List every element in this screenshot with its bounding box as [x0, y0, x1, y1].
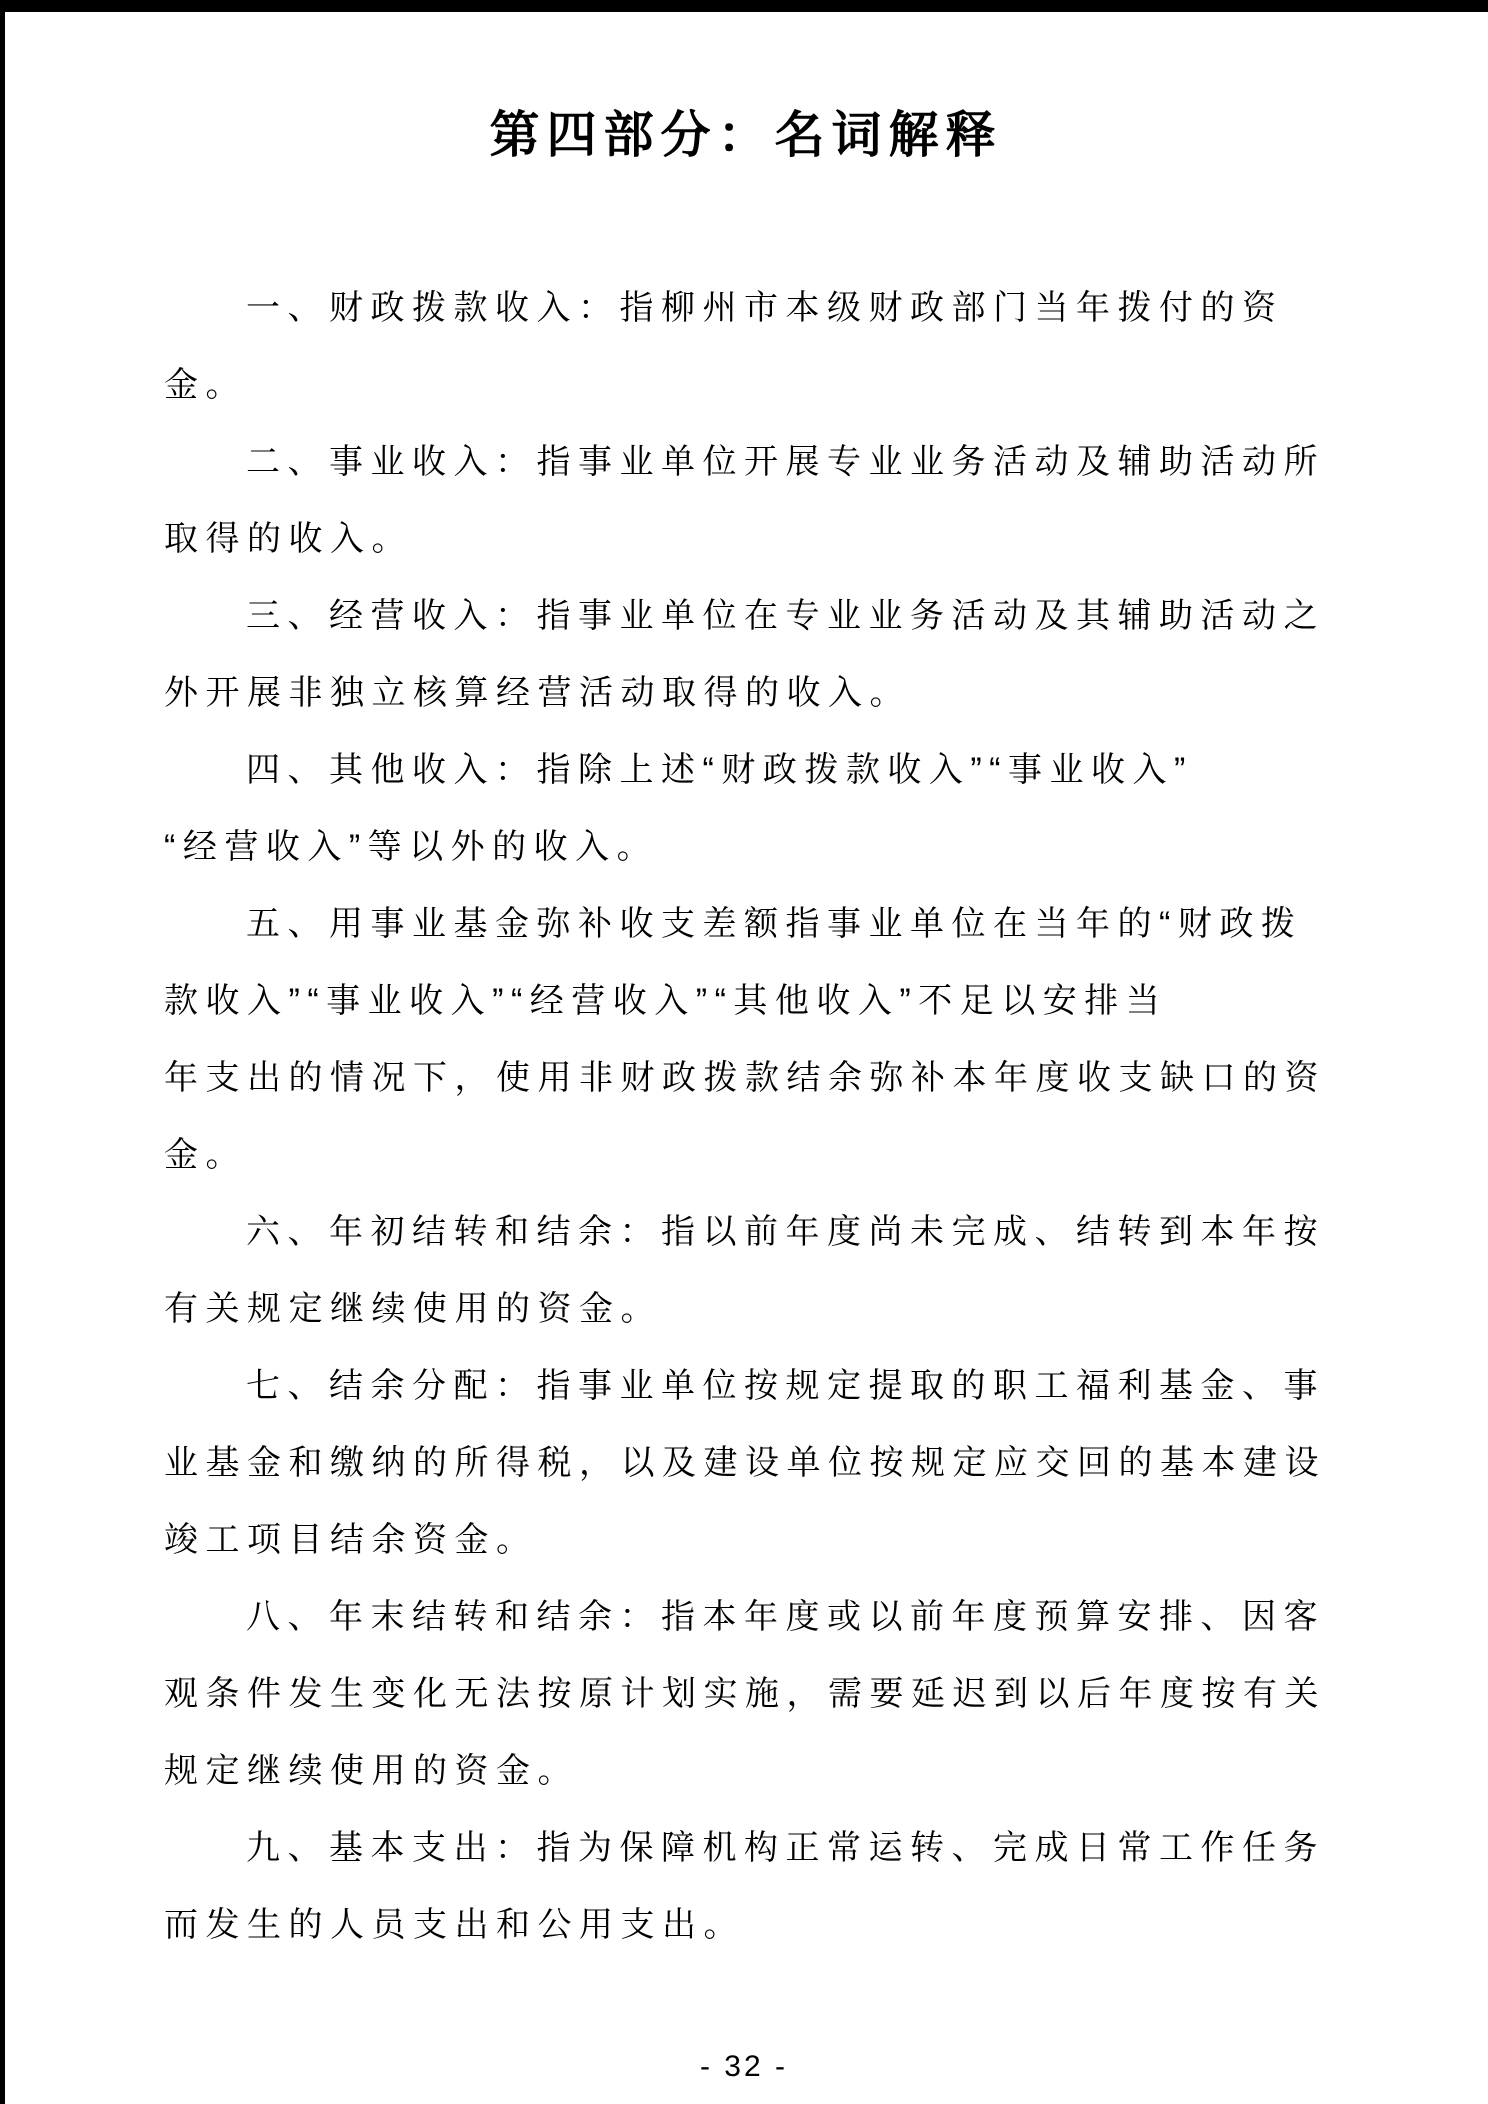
text-line: 业基金和缴纳的所得税，以及建设单位按规定应交回的基本建设 — [164, 1444, 1326, 1482]
page-number: - 32 - — [699, 2050, 789, 2083]
text-line: 二、事业收入：指事业单位开展专业业务活动及辅助活动所 — [246, 443, 1325, 481]
text-line: “经营收入”等以外的收入。 — [164, 828, 659, 866]
text-line: 外开展非独立核算经营活动取得的收入。 — [164, 674, 911, 712]
text-line: 规定继续使用的资金。 — [164, 1752, 579, 1790]
text-line: 九、基本支出：指为保障机构正常运转、完成日常工作任务 — [246, 1829, 1325, 1867]
text-line: 六、年初结转和结余：指以前年度尚未完成、结转到本年按 — [246, 1213, 1325, 1251]
text-line: 七、结余分配：指事业单位按规定提取的职工福利基金、事 — [246, 1367, 1325, 1405]
text-line: 取得的收入。 — [164, 520, 413, 558]
text-line: 有关规定继续使用的资金。 — [164, 1290, 662, 1328]
document-title: 第四部分：名词解释 — [489, 107, 1003, 163]
text-line: 三、经营收入：指事业单位在专业业务活动及其辅助活动之 — [246, 597, 1325, 635]
text-line: 五、用事业基金弥补收支差额指事业单位在当年的“财政拨 — [246, 905, 1303, 943]
text-line: 金。 — [164, 366, 247, 404]
scan-border-top — [0, 0, 1488, 12]
document-body — [164, 95, 1328, 1964]
text-line: 而发生的人员支出和公用支出。 — [164, 1906, 745, 1944]
text-line: 一、财政拨款收入：指柳州市本级财政部门当年拨付的资 — [246, 289, 1284, 327]
scan-border-left — [0, 0, 5, 2104]
text-line: 四、其他收入：指除上述“财政拨款收入”“事业收入” — [246, 751, 1193, 789]
text-line: 竣工项目结余资金。 — [164, 1521, 538, 1559]
text-line: 金。 — [164, 1136, 247, 1174]
glossary-text — [164, 270, 1328, 1964]
text-line: 款收入”“事业收入”“经营收入”“其他收入”不足以安排当 — [164, 982, 1168, 1020]
text-line: 八、年末结转和结余：指本年度或以前年度预算安排、因客 — [246, 1598, 1325, 1636]
text-line: 年支出的情况下，使用非财政拨款结余弥补本年度收支缺口的资 — [164, 1059, 1326, 1097]
text-line: 观条件发生变化无法按原计划实施，需要延迟到以后年度按有关 — [164, 1675, 1326, 1713]
